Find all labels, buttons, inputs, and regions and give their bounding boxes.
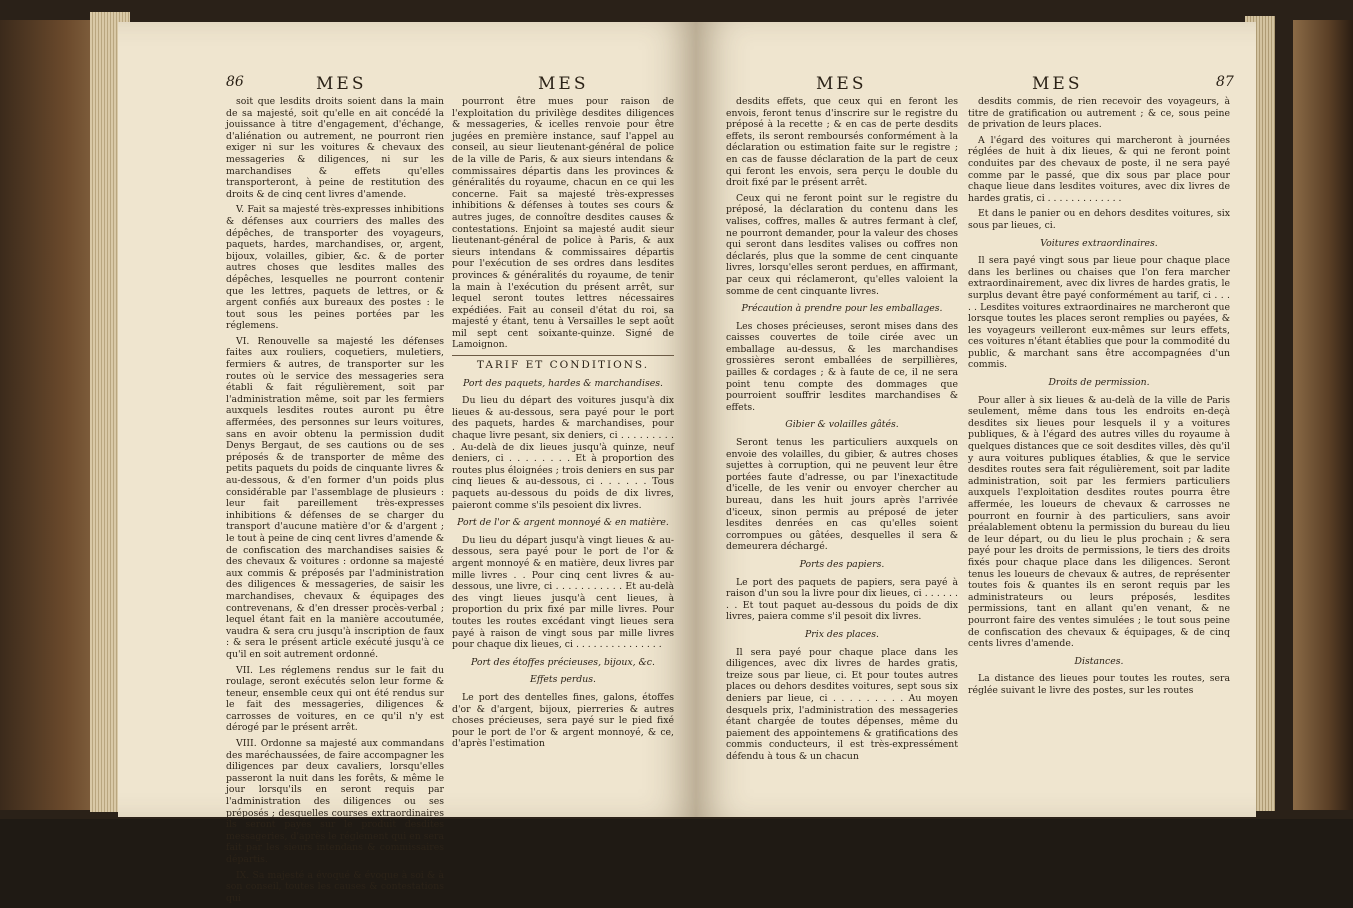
paragraph: desdits commis, de rien recevoir des voyageurs, à titre de gratification ou autrement ; & ce, sous peine de privation de leurs places.: [968, 96, 1230, 131]
paragraph: Le port des dentelles fines, galons, étoffes d'or & d'argent, bijoux, pierreries & autres choses précieuses, sera payé sur le pied fixé pour le port de l'or & argent monnoyé, & ce, d'après l'estimation: [452, 691, 674, 750]
subsection-title: Précaution à prendre pour les emballages.: [741, 303, 943, 315]
paragraph: Du lieu du départ des voitures jusqu'à dix lieues & au-dessous, sera payé pour le port des paquets, hardes & marchandises, pour chaque livre pesant, six deniers, ci . . . . . . . . . . Au-delà de dix lieues jusqu'à quinze, neuf deniers, ci . . . . . . . . Et à proportion des routes plus éloignées ; trois deniers en sus par cinq lieues & au-dessous, ci . . . . . . Tous paquets au-dessous du poids de dix livres, paieront comme s'ils pesoient dix livres.: [452, 395, 674, 511]
paragraph: Et dans le panier ou en dehors desdites voitures, six sous par lieues, ci.: [968, 208, 1230, 231]
paragraph: V. Fait sa majesté très-expresses inhibitions & défenses aux courriers des malles des dépêches, de transporter des voyageurs, paquets, hardes, marchandises, or, argent, bijoux, volailles, gibier, &c. & de porter autres choses que lesdites malles des dépêches, lesquelles ne pourront contenir que les lettres, paquets de lettres, or & argent confiés aux bureaux des postes : le tout sous les peines portées par les réglemens.: [226, 204, 444, 332]
section-heading: TARIF ET CONDITIONS.: [476, 359, 650, 372]
right-page-column-2: [968, 96, 1230, 701]
paragraph: soit que lesdits droits soient dans la main de sa majesté, soit qu'elle en ait concédé la jouissance à titre d'engagement, d'échange, d'aliénation ou autrement, ne pourront rien exiger ni sur les voitures & chevaux des messageries & diligences, ni sur les marchandises & effets qu'elles transporteront, à peine de restitution des droits & de cinq cent livres d'amende.: [226, 96, 444, 200]
paragraph: Ceux qui ne feront point sur le registre du préposé, la déclaration du contenu dans les valises, coffres, malles & autres fermant à clef, ne pourront demander, pour la valeur des choses qui seront dans lesdites valises ou coffres non déclarés, plus que la somme de cent cinquante livres, lorsqu'elles seront perdues, en affirmant, par ceux qui réclameront, qu'elles valoient la somme de cent cinquante livres.: [726, 192, 958, 297]
left-page-column-2: [452, 96, 674, 754]
paragraph: Il sera payé vingt sous par lieue pour chaque place dans les berlines ou chaises que l'on fera marcher extraordinairement, avec dix livres de hardes gratis, le surplus devant être payé conformément au tarif, ci . . . . . Lesdites voitures extraordinaires ne marcheront que lorsque toutes les places seront remplies ou payées, & les voyageurs veilleront eux-mêmes sur leurs effets, ces voitures n'étant établies que pour la commodité du public, & marchant sans être accompagnées d'un commis.: [968, 255, 1230, 371]
paragraph: VI. Renouvelle sa majesté les défenses faites aux rouliers, coquetiers, muletiers, fermiers & autres, de transporter sur les routes où le service des messageries sera établi & fait régulièrement, soit par l'administration même, soit par les fermiers auxquels lesdites routes auront pu être affermées, des personnes sur leurs voitures, sans en avoir obtenu la permission dudit Denys Bergaut, de ses cautions ou de ses préposés & de transporter de même des petits paquets du poids de cinquante livres & au-dessous, & d'en former d'un poids plus considérable par l'assemblage de plusieurs : leur fait pareillement très-expresses inhibitions & défenses de se charger du transport d'aucune matière d'or & d'argent ; le tout à peine de cinq cent livres d'amende & de confiscation des marchandises saisies & des chevaux & voitures : ordonne sa majesté aux commis & préposés par l'administration des diligences & messageries, de saisir les marchandises, chevaux & équipages des contrevenans, & d'en dresser procès-verbal ; lequel étant fait en la manière accoutumée, vaudra & sera cru jusqu'à inscription de faux : & sera le présent article exécuté jusqu'à ce qu'il en soit autrement ordonné.: [226, 335, 444, 660]
subsection-title: Port des paquets, hardes & marchandises.: [463, 377, 663, 389]
paragraph: La distance des lieues pour toutes les routes, sera réglée suivant le livre des postes, sur les routes: [968, 673, 1230, 696]
paragraph: Les choses précieuses, seront mises dans des caisses couvertes de toile cirée avec un emballage au-dessus, & les marchandises grossières seront emballées de serpillières, pailles & cordages ; & à faute de ce, il ne sera point tenu compte des dommages que pourroient souffrir lesdites marchandises & effets.: [726, 320, 958, 413]
right-page: [696, 22, 1256, 817]
paragraph: VII. Les réglemens rendus sur le fait du roulage, seront exécutés selon leur forme & teneur, ensemble ceux qui ont été rendus sur le fait des messageries, diligences & carrosses de voitures, en ce qu'il n'y est dérogé par le présent arrêt.: [226, 664, 444, 734]
paragraph: Pour aller à six lieues & au-delà de la ville de Paris seulement, même dans tous les endroits en-deçà desdites six lieues pour lesquels il y a voitures publiques, & à l'égard des autres villes du royaume à quelques distances que ce soit desdites villes, dès qu'il y aura voitures publiques établies, & que le service desdites routes sera fait régulièrement, soit par ladite administration, soit par les fermiers particuliers auxquels l'exploitation desdites routes pourra être affermée, les loueurs de chevaux & carrosses ne pourront en fournir à des particuliers, sans avoir préalablement obtenu la permission du bureau du lieu de leur départ, ou du lieu le plus prochain ; & sera payé pour les droits de permissions, le tiers des droits fixés pour chaque place dans les diligences. Seront tenus les loueurs de chevaux & autres, de représenter toutes fois & quantes ils en seront requis par les administrateurs ou leurs préposés, lesdites permissions, tant en allant qu'en venant, & ne pourront faire des ventes simulées ; le tout sous peine de confiscation des chevaux & équipages, & de cinq cents livres d'amende.: [968, 394, 1230, 650]
subsection-title: Port des étoffes précieuses, bijoux, &c.: [471, 656, 655, 668]
running-head-left-col: MES: [316, 74, 367, 94]
running-head-right-col: MES: [538, 74, 589, 94]
paragraph: Seront tenus les particuliers auxquels on envoie des volailles, du gibier, & autres choses sujettes à corruption, qui ne peuvent leur être portées faute d'adresse, ou par l'inexactitude d'icelle, de les venir ou envoyer chercher au bureau, dans les huit jours après l'arrivée d'iceux, sinon permis au préposé de jeter lesdites denrées en cas qu'elles soient corrompues ou gâtées, desquelles il sera & demeurera déchargé.: [726, 437, 958, 553]
paragraph: pourront être mues pour raison de l'exploitation du privilège desdites diligences & messageries, & icelles renvoie pour être jugées en première instance, sauf l'appel au conseil, au sieur lieutenant-général de police de la ville de Paris, & aux sieurs intendans & commissaires départis dans les provinces & généralités du royaume, chacun en ce qui les concerne. Fait sa majesté très-expresses inhibitions & défenses à toutes ses cours & autres juges, de connoître desdites causes & contestations. Enjoint sa majesté audit sieur lieutenant-général de police à Paris, & aux sieurs intendans & commissaires départis pour l'exécution de ses ordres dans lesdites provinces & généralités du royaume, de tenir la main à l'exécution du présent arrêt, sur lequel seront toutes lettres nécessaires expédiées. Fait au conseil d'état du roi, sa majesté y étant, tenu à Versailles le sept août mil sept cent soixante-quinze. Signé de Lamoignon.: [452, 96, 674, 351]
running-head-left-col: MES: [816, 74, 867, 94]
subsection-title: Prix des places.: [805, 628, 879, 640]
paragraph: Du lieu du départ jusqu'à vingt lieues & au-dessous, sera payé pour le port de l'or & argent monnoyé & en matière, deux livres par mille livres . . Pour cinq cent livres & au-dessous, une livre, ci . . . . . . . . . . . Et au-delà des vingt lieues jusqu'à cent lieues, à proportion du prix fixé par mille livres. Pour toutes les routes excédant vingt lieues sera payé à raison de vingt sous par mille livres pour chaque dix lieues, ci . . . . . . . . . . . . . . .: [452, 534, 674, 651]
subsection-title: Voitures extraordinaires.: [1040, 237, 1158, 249]
divider: [452, 355, 674, 356]
subsection-title: Gibier & volailles gâtés.: [785, 419, 899, 431]
subsection-title: Effets perdus.: [530, 674, 596, 686]
subsection-title: Ports des papiers.: [799, 558, 885, 570]
subsection-title: Droits de permission.: [1048, 377, 1150, 389]
left-page-column-1: [226, 96, 444, 908]
paragraph: VIII. Ordonne sa majesté aux commandans des maréchaussées, de faire accompagner les diligences par deux cavaliers, lorsqu'elles passeront la nuit dans les forêts, & même le jour lorsqu'ils en seront requis par l'administration des diligences ou ses préposés ; desquelles courses extraordinaires ils seront payés sur le produit desdites messageries, d'après le réglement qui en sera fait par les sieurs intendans & commissaires départis.: [226, 738, 444, 865]
running-head-right-col: MES: [1032, 74, 1083, 94]
paragraph: Il sera payé pour chaque place dans les diligences, avec dix livres de hardes gratis, treize sous par lieue, ci. Et pour toutes autres places ou dehors desdites voitures, sept sous six deniers par lieue, ci . . . . . . . . . Au moyen desquels prix, l'administration des messageries étant chargée de toutes dépenses, même du paiement des appointemens & gratifications des commis conducteurs, il est très-expressément défendu à tous & un chacun: [726, 646, 958, 762]
paragraph: A l'égard des voitures qui marcheront à journées réglées de huit à dix lieues, & qui ne feront point conduites par des chevaux de poste, il ne sera payé comme par le passé, que dix sous par place pour chaque lieue dans lesdites voitures, avec dix livres de hardes gratis, ci . . . . . . . . . . . . .: [968, 134, 1230, 204]
paragraph: IX. Sa majesté a évoqué & évoque à soi & à son conseil, toutes les causes & contestations qui: [226, 869, 444, 904]
paragraph: desdits effets, que ceux qui en feront les envois, feront tenus d'inscrire sur le registre du préposé à la recette ; & en cas de perte desdits effets, ils seront remboursés conformément à la déclaration ou estimation faite sur le registre ; en cas de fausse déclaration de la part de ceux qui feront les envois, sera perçu le double du droit fixé par le présent arrêt.: [726, 96, 958, 189]
subsection-title: Distances.: [1074, 655, 1124, 667]
page-number-right: 87: [1216, 74, 1234, 90]
right-cover: [1293, 20, 1353, 810]
subsection-title: Port de l'or & argent monnoyé & en matière.: [457, 517, 669, 529]
paragraph: Le port des paquets de papiers, sera payé à raison d'un sou la livre pour dix lieues, ci . . . . . . . . Et tout paquet au-dessous du poids de dix livres, paiera comme s'il pesoit dix livres.: [726, 576, 958, 623]
page-number-left: 86: [226, 74, 244, 90]
left-page: [118, 22, 696, 904]
right-page-column-1: [726, 96, 958, 766]
